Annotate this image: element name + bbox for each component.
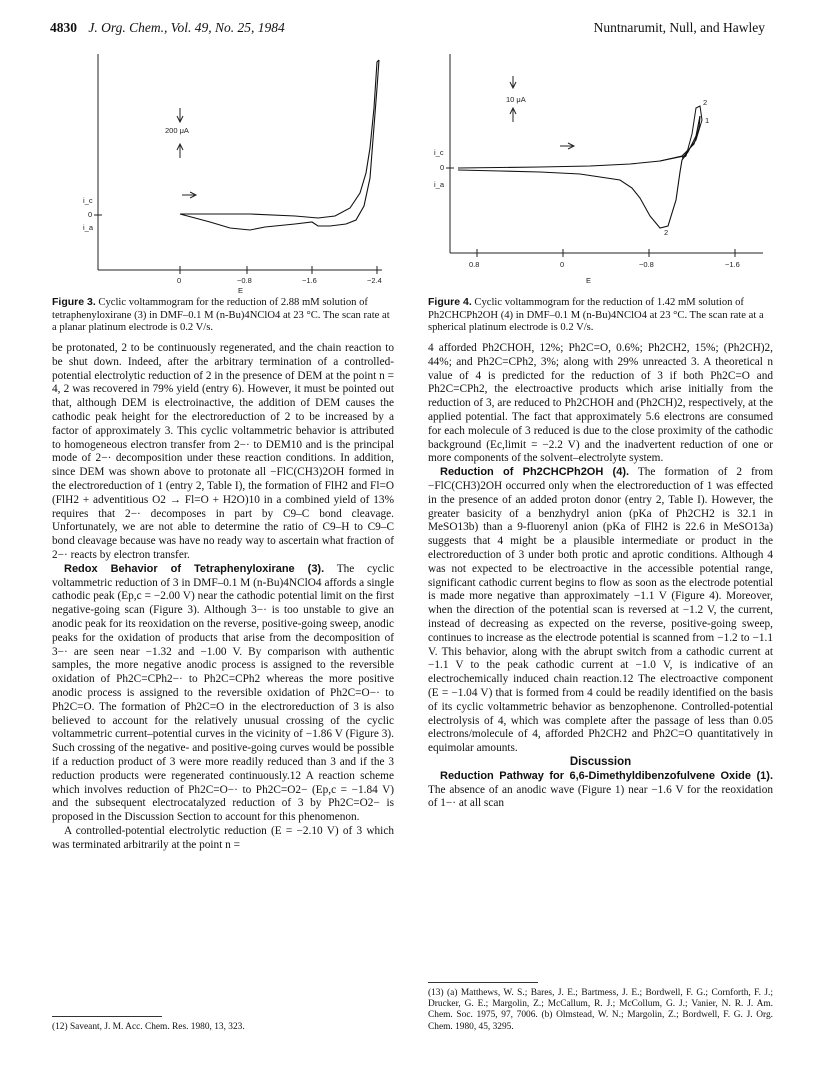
figure-3 xyxy=(50,48,395,300)
col2-paragraph-1: 4 afforded Ph2CHOH, 12%; Ph2C=O, 0.6%; Ph2CH2, 15%; (Ph2CH)2, 44%; and Ph2C=CPh2, 3%; along with 29% unreacted 3. A theoretical n value of 4 is predicted for the reduction of 3 if both Ph2C=O and Ph2C=CPh2, the electroactive products which arise initially from the reduction of 3, are reduced to Ph2CHOH and (Ph2CH)2, respectively, at the applied potential. The fact that approximately 5.6 electrons are consumed for each molecule of 3 reduced is due to the close proximity of the cathodic background (Ec,limit = −2.2 V) and the inadvertent reduction of one or more components of the solvent–electrolyte system. xyxy=(428,342,773,465)
fig4-caption-label: Figure 4. xyxy=(428,296,472,308)
col2-paragraph-3-text: The absence of an anodic wave (Figure 1) near −1.6 V for the reoxidation of 1−· at all scan xyxy=(428,783,773,810)
figure-4-caption xyxy=(428,296,773,335)
col1-paragraph-2 xyxy=(52,563,394,825)
fig3-xtick-0: 0 xyxy=(177,276,182,285)
journal-citation: J. Org. Chem., Vol. 49, No. 25, 1984 xyxy=(88,20,285,35)
col2-paragraph-2-text: The formation of 2 from −FlC(CH3)2OH occurred only when the electroreduction of 1 was effected in the presence of an added proton donor (entry 2, Table I). However, the greater basicity of a benzhydryl anion (pKa of Ph2CH2 is 32.1 in MeSO13b) than a 9-fluorenyl anion (pKa of FlH2 is 22.6 in MeSO13a) suggests that 4 might be a plausible intermediate or product in the electroreduction of 3 under both protic and aprotic conditions. Although 4 was not expected to be electroactive in the accessible potential range, significant cathodic current begins to flow as soon as the electrode potential is made more negative than approximately −1.1 V (Figure 4). Moreover, when the direction of the potential scan is reversed at −1.2 V, the current, instead of decreasing as expected on the reverse, positive-going sweep, continues to increase as the electrode potential is scanned from −1.2 to −1.1 V. This behavior, along with the abrupt switch from a cathodic current at −1.1 V to the peak cathodic current at −1.0 V, is indicative of an electrochemically induced chain reaction.12 The electroactive component (E = −1.04 V) that is formed from 4 could be readily identified on the basis of its cyclic voltammetric behavior as benzophenone. Controlled-potential electrolysis of 4, which was complete after the passage of less than 0.05 electrons/molecule of 4, afforded Ph2CH2 and Ph2C=O quantitatively in equimolar amounts. xyxy=(428,466,773,755)
page-header xyxy=(50,20,765,40)
col1-paragraph-1: be protonated, 2 to be continuously regenerated, and the chain reaction to be shut down. Indeed, after the arbitrary termination of a controlled-potential electrolytic reduction of 2 in the presence of DEM at the point n = 4, 2 was recovered in 79% yield (entry 6). However, it must be pointed out that, although DEM is electroinactive, the addition of DEM causes the cathodic peak height for the electroreduction of 2 to be increased by a factor of approximately 3. This cyclic voltammetric behavior is attributed to homogeneous electron transfer from 2−· to DEM10 and is the principal mode of 2−· decomposition under these reaction conditions. In addition, since DEM was shown above to protonate all −FlC(CH3)2OH formed in the electroreduction of 1 (entry 2, Table I), the formation of FlH2 and Fl=O (FlH2 + adventitious O2 → Fl=O + H2O)10 in a combined yield of 13% requires that 2−· decomposes in part by C9–C bond cleavage. Unfortunately, we are not able to determine the ratio of C9–H to C9–C bond cleavage because was have no ready way to ascertain what fraction of 2−· reacts by electron transfer. xyxy=(52,342,394,561)
fig4-xtick-0: 0.8 xyxy=(469,260,480,269)
fig4-xtick-2: −0.8 xyxy=(639,260,654,269)
footnote-rule-left xyxy=(52,1016,162,1017)
figure-4 xyxy=(420,48,775,300)
fig3-xtick-3: −2.4 xyxy=(367,276,382,285)
fig4-caption-text: Cyclic voltammogram for the reduction of 1.42 mM solution of Ph2CHCPh2OH (4) in DMF–0.1 M (n-Bu)4NClO4 at 23 °C. The scan rate at a spherical platinum electrode is 0.2 V/s. xyxy=(428,297,764,334)
figure-3-caption xyxy=(52,296,392,335)
fig4-curve-label-1: 1 xyxy=(705,116,710,125)
discussion-heading: Discussion xyxy=(569,755,632,768)
fig4-xtick-3: −1.6 xyxy=(725,260,740,269)
fig3-ia-label: i_a xyxy=(83,223,94,232)
fig3-xaxis-label: E xyxy=(238,286,244,295)
fig3-scale-label: 200 μA xyxy=(165,126,189,135)
col1-paragraph-3: A controlled-potential electrolytic reduction (E = −2.10 V) of 3 which was terminated arbitrarily at the point n = xyxy=(52,824,394,851)
fig4-curve-label-2b: 2 xyxy=(664,228,669,237)
fig3-xtick-1: −0.8 xyxy=(237,276,252,285)
col1-paragraph-2-text: The cyclic voltammetric reduction of 3 in DMF–0.1 M (n-Bu)4NClO4 affords a single cathodic peak (Ep,c = −2.00 V) near the cathodic potential limit on the first negative-going scan (Figure 3). Although 3−· is too unstable to give an anodic peak for its reoxidation on the reverse, positive-going sweep, anodic peaks for the oxidation of products that arise from the decomposition of 3−· are seen near −1.32 and −1.00 V. By comparison with authentic samples, the more negative anodic process is assigned to the reversible oxidation of Ph2C=CPh2−· to Ph2C=CPh2 whereas the more positive anodic process is assigned to the reversible oxidation of Ph2C=O−· to Ph2C=O. The formation of Ph2C=O in the electroreduction of 3 is also believed to account for the relatively unusual crossing of the cyclic voltammetric current–potential curves in the vicinity of −1.86 V (Figure 3). Such crossing of the negative- and positive-going curves would be possible if a reduction product of 3 were more readily reduced than 3 and if the 3 reduction products were regenerated continuously.12 A reaction scheme which involves reduction of Ph2C=O−· to Ph2C=O2− (Ep,c = −1.84 V) and the subsequent electrocatalyzed reduction of 3 by Ph2C=O2− is proposed in the Discussion Section to account for this phenomenon. xyxy=(52,562,394,824)
running-authors: Nuntnarumit, Null, and Hawley xyxy=(593,20,765,35)
fig4-ia-label: i_a xyxy=(434,180,445,189)
fig4-xaxis-label: E xyxy=(586,276,592,285)
figure-3-voltammogram xyxy=(50,48,395,300)
page-number: 4830 xyxy=(50,20,77,35)
header-left xyxy=(50,20,285,36)
col2-section-head-reduction-4: Reduction of Ph2CHCPh2OH (4). xyxy=(440,466,630,479)
fig3-caption-label: Figure 3. xyxy=(52,296,96,308)
fig4-zero-label: 0 xyxy=(440,163,445,172)
fig3-caption-text: Cyclic voltammogram for the reduction of 2.88 mM solution of tetraphenyloxirane (3) in DMF–0.1 M (n-Bu)4NClO4 at 23 °C. The scan rate at a planar platinum electrode is 0.2 V/s. xyxy=(52,297,390,334)
fig3-ic-label: i_c xyxy=(83,196,93,205)
fig3-zero-label: 0 xyxy=(88,210,93,219)
fig4-scale-label: 10 μA xyxy=(506,95,526,104)
footnote-13: (13) (a) Matthews, W. S.; Bares, J. E.; Bartmess, J. E.; Bordwell, F. G.; Cornforth, F. J.; Drucker, G. E.; Margolin, Z.; McCallum, R. J.; McCollum, G. J.; Vanier, N. R. J. Am. Chem. Soc. 1975, 97, 7006. (b) Olmstead, W. N.; Margolin, Z.; Bordwell, F. G. J. Org. Chem. 1980, 45, 3295. xyxy=(428,988,773,1032)
footnote-12: (12) Saveant, J. M. Acc. Chem. Res. 1980, 13, 323. xyxy=(52,1022,245,1032)
col2-paragraph-2 xyxy=(428,466,773,756)
fig4-xtick-1: 0 xyxy=(560,260,565,269)
fig4-curve-label-2: 2 xyxy=(703,98,708,107)
text-column-left xyxy=(52,342,394,852)
text-column-right xyxy=(428,342,773,811)
footnote-rule-right xyxy=(428,982,538,983)
col1-section-head-redox: Redox Behavior of Tetraphenyloxirane (3). xyxy=(64,562,325,575)
fig3-xtick-2: −1.6 xyxy=(302,276,317,285)
col2-paragraph-3 xyxy=(428,770,773,811)
col2-section-head-pathway: Reduction Pathway for 6,6-Dimethyldibenzofulvene Oxide (1). xyxy=(440,769,773,782)
fig4-ic-label: i_c xyxy=(434,148,444,157)
